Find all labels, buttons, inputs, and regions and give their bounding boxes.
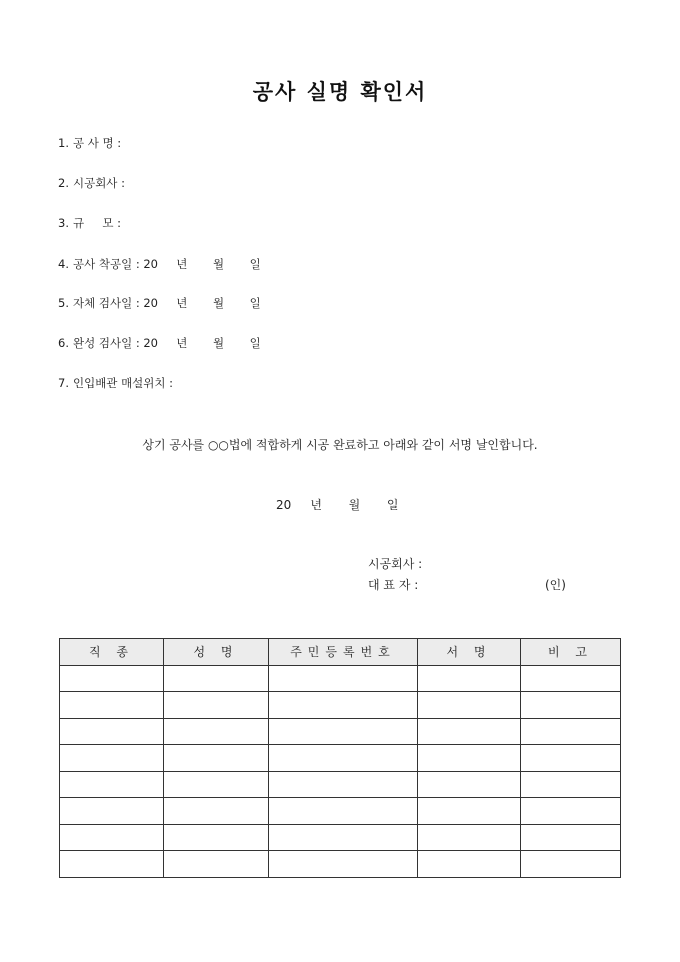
table-cell (521, 824, 621, 851)
table-cell (269, 798, 418, 825)
contractor-label: 시공회사 : (368, 557, 423, 571)
table-cell (60, 665, 164, 692)
table-row (60, 798, 621, 825)
table-cell (418, 824, 521, 851)
table-cell (164, 824, 269, 851)
item-completion-inspection-date (58, 335, 261, 351)
table-cell (60, 745, 164, 772)
table-cell (521, 851, 621, 878)
header-resident-number: 주민등록번호 (269, 639, 418, 666)
table-cell (269, 718, 418, 745)
item-scale (58, 215, 121, 231)
item-start-date (58, 256, 261, 272)
header-job-type: 직 종 (60, 639, 164, 666)
table-cell (269, 824, 418, 851)
item-label: 완성 검사일 : 20 년 월 일 (72, 336, 261, 350)
table-cell (164, 665, 269, 692)
table-cell (418, 665, 521, 692)
item-number: 3. (58, 216, 69, 230)
table-cell (269, 771, 418, 798)
table-row (60, 824, 621, 851)
table-cell (60, 851, 164, 878)
confirmation-statement: 상기 공사를 ○○법에 적합하게 시공 완료하고 아래와 같이 서명 날인합니다. (142, 438, 538, 452)
table-cell (60, 824, 164, 851)
item-number: 1. (58, 136, 69, 150)
header-signature: 서 명 (418, 639, 521, 666)
table-cell (269, 692, 418, 719)
item-label: 공 사 명 : (72, 136, 122, 150)
table-cell (60, 718, 164, 745)
item-number: 5. (58, 296, 69, 310)
item-number: 4. (58, 257, 69, 271)
table-row (60, 745, 621, 772)
table-cell (269, 665, 418, 692)
table-cell (418, 745, 521, 772)
table-cell (60, 692, 164, 719)
table-cell (418, 798, 521, 825)
item-pipe-location (58, 375, 173, 391)
item-label: 시공회사 : (72, 176, 125, 190)
table-cell (60, 771, 164, 798)
item-project-name (58, 135, 121, 151)
worker-table (59, 638, 621, 878)
table-cell (164, 692, 269, 719)
item-contractor (58, 175, 125, 191)
table-cell (269, 745, 418, 772)
table-cell (418, 851, 521, 878)
table-cell (164, 718, 269, 745)
table-cell (164, 851, 269, 878)
table-cell (521, 692, 621, 719)
table-row (60, 718, 621, 745)
table-cell (418, 718, 521, 745)
item-label: 인입배관 매설위치 : (72, 376, 174, 390)
item-label: 규 모 : (72, 216, 122, 230)
item-label: 자체 검사일 : 20 년 월 일 (72, 296, 261, 310)
header-remarks: 비 고 (521, 639, 621, 666)
table-cell (60, 798, 164, 825)
representative-label: 대 표 자 : (368, 578, 419, 592)
table-cell (521, 665, 621, 692)
table-cell (521, 798, 621, 825)
table-cell (164, 745, 269, 772)
table-cell (164, 771, 269, 798)
table-row (60, 851, 621, 878)
document-title: 공사 실명 확인서 (252, 79, 428, 104)
table-row (60, 692, 621, 719)
table-cell (521, 718, 621, 745)
item-number: 7. (58, 376, 69, 390)
table-cell (521, 745, 621, 772)
header-name: 성 명 (164, 639, 269, 666)
table-cell (418, 771, 521, 798)
table-cell (269, 851, 418, 878)
seal-mark: (인) (545, 578, 566, 592)
table-row (60, 665, 621, 692)
item-number: 6. (58, 336, 69, 350)
table-cell (418, 692, 521, 719)
table-header-row (60, 639, 621, 666)
item-number: 2. (58, 176, 69, 190)
table-cell (164, 798, 269, 825)
item-self-inspection-date (58, 295, 261, 311)
signing-date: 20 년 월 일 (276, 498, 399, 512)
item-label: 공사 착공일 : 20 년 월 일 (72, 257, 261, 271)
table-row (60, 771, 621, 798)
table-cell (521, 771, 621, 798)
